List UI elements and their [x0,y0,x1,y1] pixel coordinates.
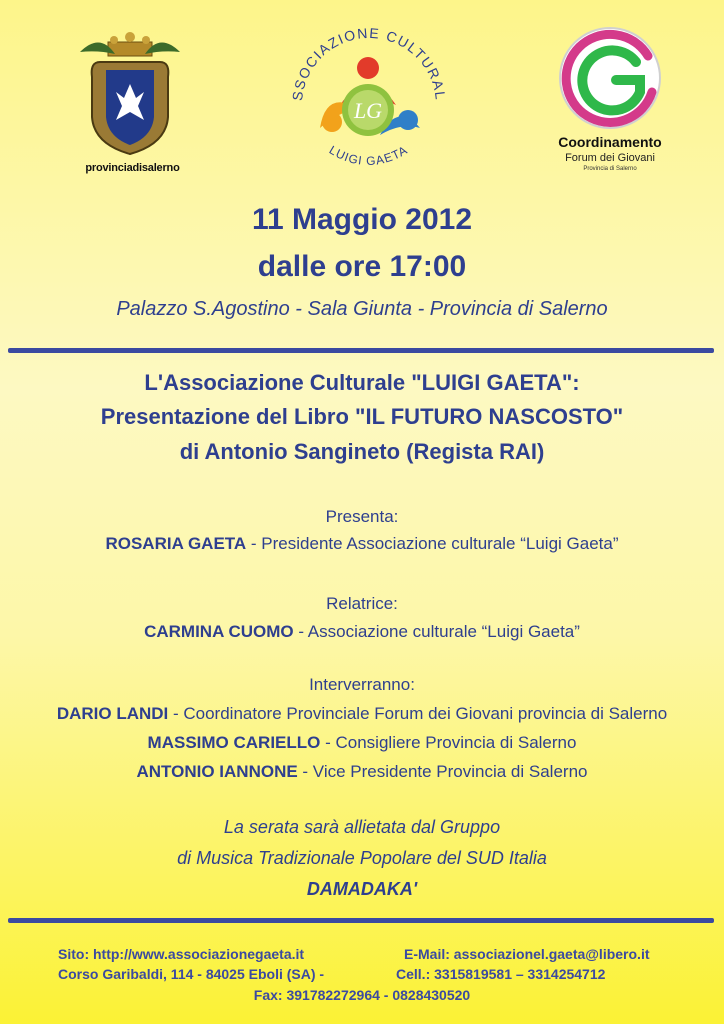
event-date: 11 Maggio 2012 [251,203,473,236]
footer-website[interactable]: Sito: http://www.associazionegaeta.it [58,946,305,962]
speaker-name: MASSIMO CARIELLO [147,733,321,752]
provincia-salerno-logo [70,22,190,182]
presenta-label: Presenta: [325,507,399,526]
associazione-luigi-gaeta-logo [280,10,455,180]
speaker-role: - Consigliere Provincia di Salerno [320,733,577,752]
forum-logo-title: Coordinamento [558,134,662,150]
forum-giovani-logo [540,22,680,182]
presenta-line [0,534,724,554]
relatrice-line [0,622,724,642]
divider-top [8,348,714,353]
event-venue: Palazzo S.Agostino - Sala Giunta - Provincia di Salerno [116,298,608,320]
event-time: dalle ore 17:00 [257,250,467,283]
forum-g-icon [540,22,680,134]
relatrice-label: Relatrice: [326,594,398,613]
speaker-line [0,733,724,753]
title-line-1: L'Associazione Culturale "LUIGI GAETA": [144,370,580,395]
footer-cell: Cell.: 3315819581 – 3314254712 [396,966,606,982]
divider-bottom [8,918,714,923]
closing-band-name: DAMADAKA' [306,879,418,899]
speaker-role: - Coordinatore Provinciale Forum dei Giovani provincia di Salerno [168,704,668,723]
relatrice-name: CARMINA CUOMO [144,622,294,641]
footer-fax: Fax: 391782272964 - 0828430520 [253,987,471,1003]
speaker-line [0,704,724,724]
interverranno-label: Interverranno: [309,675,415,694]
coat-of-arms-icon [70,22,195,162]
closing-line-1: La serata sarà allietata dal Gruppo [223,817,501,837]
title-line-3: di Antonio Sangineto (Regista RAI) [179,439,545,464]
footer-address: Corso Garibaldi, 114 - 84025 Eboli (SA) - [58,966,325,982]
luigi-gaeta-emblem-icon [280,10,455,180]
speaker-line [0,762,724,782]
title-line-2: Presentazione del Libro "IL FUTURO NASCOSTO" [100,404,624,429]
emblem-arc-bottom-text: LUIGI GAETA [326,142,411,169]
provincia-logo-caption: provinciadisalerno [85,162,180,174]
footer-email[interactable]: E-Mail: associazionel.gaeta@libero.it [404,946,650,962]
emblem-monogram: LG [353,98,383,123]
speaker-role: - Vice Presidente Provincia di Salerno [297,762,588,781]
forum-logo-subtitle-2: Provincia di Salerno [583,166,637,172]
presenta-name: ROSARIA GAETA [105,534,247,553]
relatrice-role: - Associazione culturale “Luigi Gaeta” [293,622,580,641]
closing-line-2: di Musica Tradizionale Popolare del SUD Italia [177,848,547,868]
speaker-name: ANTONIO IANNONE [136,762,298,781]
speaker-name: DARIO LANDI [56,704,169,723]
forum-logo-subtitle: Forum dei Giovani [565,152,655,164]
emblem-arc-top-text: SSOCIAZIONE CULTURAL [289,24,449,102]
svg-text:LUIGI GAETA [327,143,410,168]
presenta-role: - Presidente Associazione culturale “Luigi Gaeta” [246,534,619,553]
